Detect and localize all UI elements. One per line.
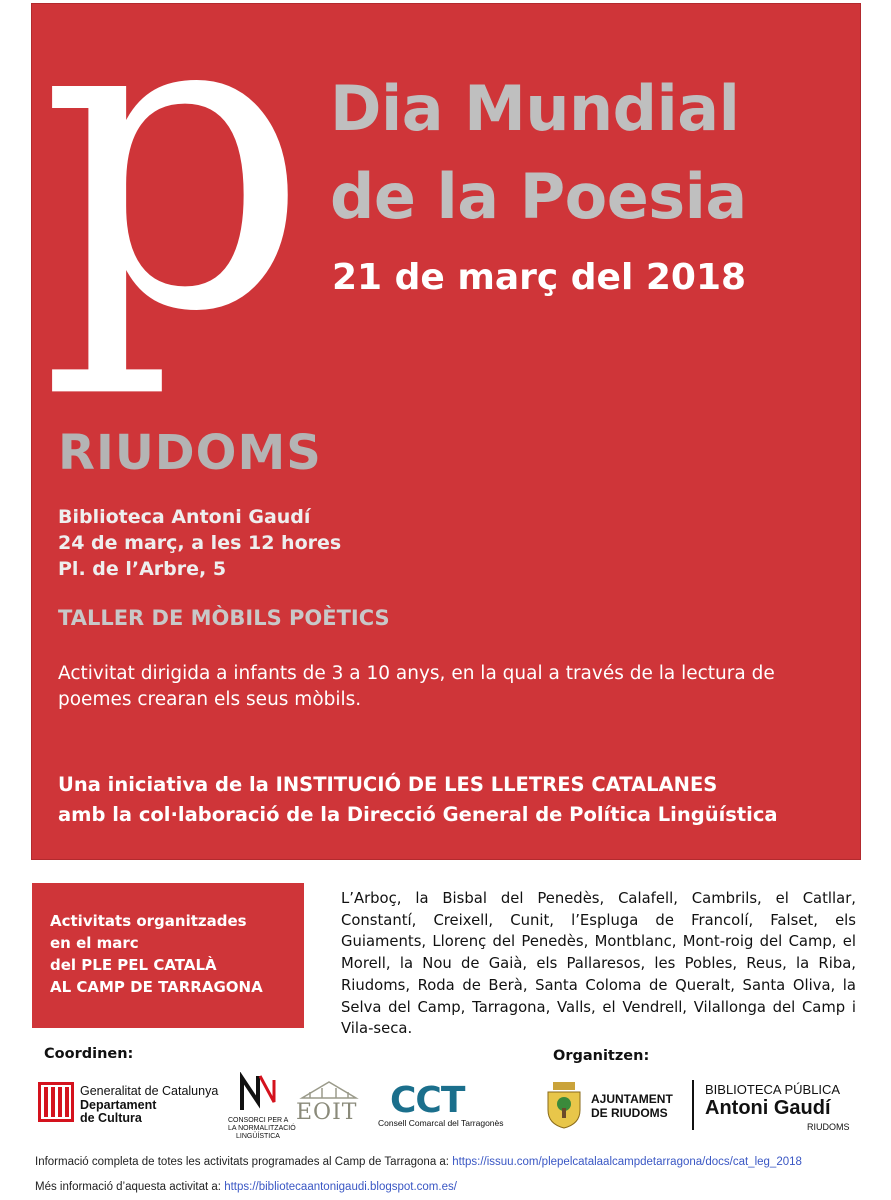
description-line-1: Activitat dirigida a infants de 3 a 10 anys, en la qual a través de la lectura de [58, 663, 775, 684]
framework-line: AL CAMP DE TARRAGONA [50, 978, 263, 996]
senyera-icon [38, 1082, 74, 1122]
participating-towns: L’Arboç, la Bisbal del Penedès, Calafell, Cambrils, el Catllar, Constantí, Creixell, Cunit, l’Espluga de Francolí, Falset, els Guiaments, Llorenç del Penedès, Montblanc, Mont-roig del Camp, el Morell, la Nou de Gaià, els Pallaresos, les Pobles, Reus, la Riba, Riudoms, Roda de Berà, Santa Coloma de Queralt, Santa Oliva, la Selva del Camp, Tarragona, Valls, el Vendrell, Vilallonga del Camp i Vila-seca. [341, 890, 856, 1038]
organizers-divider [692, 1080, 694, 1130]
datetime: 24 de març, a les 12 hores [58, 532, 342, 554]
generalitat-dept: Departament [80, 1098, 157, 1112]
workshop-title: TALLER DE MÒBILS POÈTICS [58, 606, 390, 630]
venue: Biblioteca Antoni Gaudí [58, 506, 311, 528]
town-name: RIUDOMS [58, 425, 322, 481]
footer-info [35, 1156, 802, 1168]
cpnl-line-1: CONSORCI PER A [228, 1117, 289, 1124]
riudoms-shield [545, 1080, 583, 1134]
generalitat-logo [38, 1082, 74, 1126]
eoit-building-icon [298, 1078, 360, 1100]
biblioteca-line-1: BIBLIOTECA PÚBLICA [705, 1082, 841, 1097]
cpnl-line-2: LA NORMALITZACIÓ [228, 1125, 296, 1132]
footer-info-text: Informació completa de totes les activitats programades al Camp de Tarragona a: [35, 1156, 449, 1168]
event-date: 21 de març del 2018 [332, 257, 747, 298]
title-line-1: Dia Mundial [330, 72, 740, 145]
generalitat-culture: de Cultura [80, 1111, 142, 1125]
description-line-2: poemes crearan els seus mòbils. [58, 689, 362, 710]
ajuntament-line-2: DE RIUDOMS [591, 1106, 668, 1120]
address: Pl. de l’Arbre, 5 [58, 558, 227, 580]
coat-of-arms-icon [545, 1080, 583, 1130]
cpnl-line-3: LINGÜÍSTICA [236, 1133, 280, 1140]
cct-name: Consell Comarcal del Tarragonès [378, 1118, 504, 1128]
footer-more-text: Més informació d’aquesta activitat a: [35, 1181, 222, 1193]
eoit-name: EOIT [296, 1100, 358, 1125]
footer-more [35, 1181, 457, 1193]
framework-line: Activitats organitzades [50, 912, 247, 930]
cpnl-mark-icon [238, 1072, 278, 1114]
biblioteca-line-3: RIUDOMS [807, 1122, 850, 1132]
biblioteca-line-2: Antoni Gaudí [705, 1097, 831, 1119]
generalitat-name: Generalitat de Catalunya [80, 1084, 219, 1098]
initiative-line-1: Una iniciativa de la INSTITUCIÓ DE LES LLETRES CATALANES [58, 773, 718, 796]
ajuntament-line-1: AJUNTAMENT [591, 1092, 673, 1106]
coordinators-label: Coordinen: [44, 1046, 134, 1062]
title-line-2: de la Poesia [330, 160, 747, 233]
framework-line: del PLE PEL CATALÀ [50, 956, 217, 974]
issuu-link[interactable]: https://issuu.com/plepelcatalaalcampdetarragona/docs/cat_leg_2018 [452, 1156, 802, 1168]
framework-box [32, 883, 304, 1028]
framework-line: en el marc [50, 934, 139, 952]
initiative-line-2: amb la col·laboració de la Direcció General de Política Lingüística [58, 803, 778, 826]
cct-logo: CCT [390, 1080, 465, 1121]
poetry-p-logo: p [40, 0, 309, 404]
cpnl-logo [238, 1072, 278, 1118]
blog-link[interactable]: https://bibliotecaantonigaudi.blogspot.com.es/ [224, 1181, 457, 1193]
organizers-label: Organitzen: [553, 1048, 650, 1064]
